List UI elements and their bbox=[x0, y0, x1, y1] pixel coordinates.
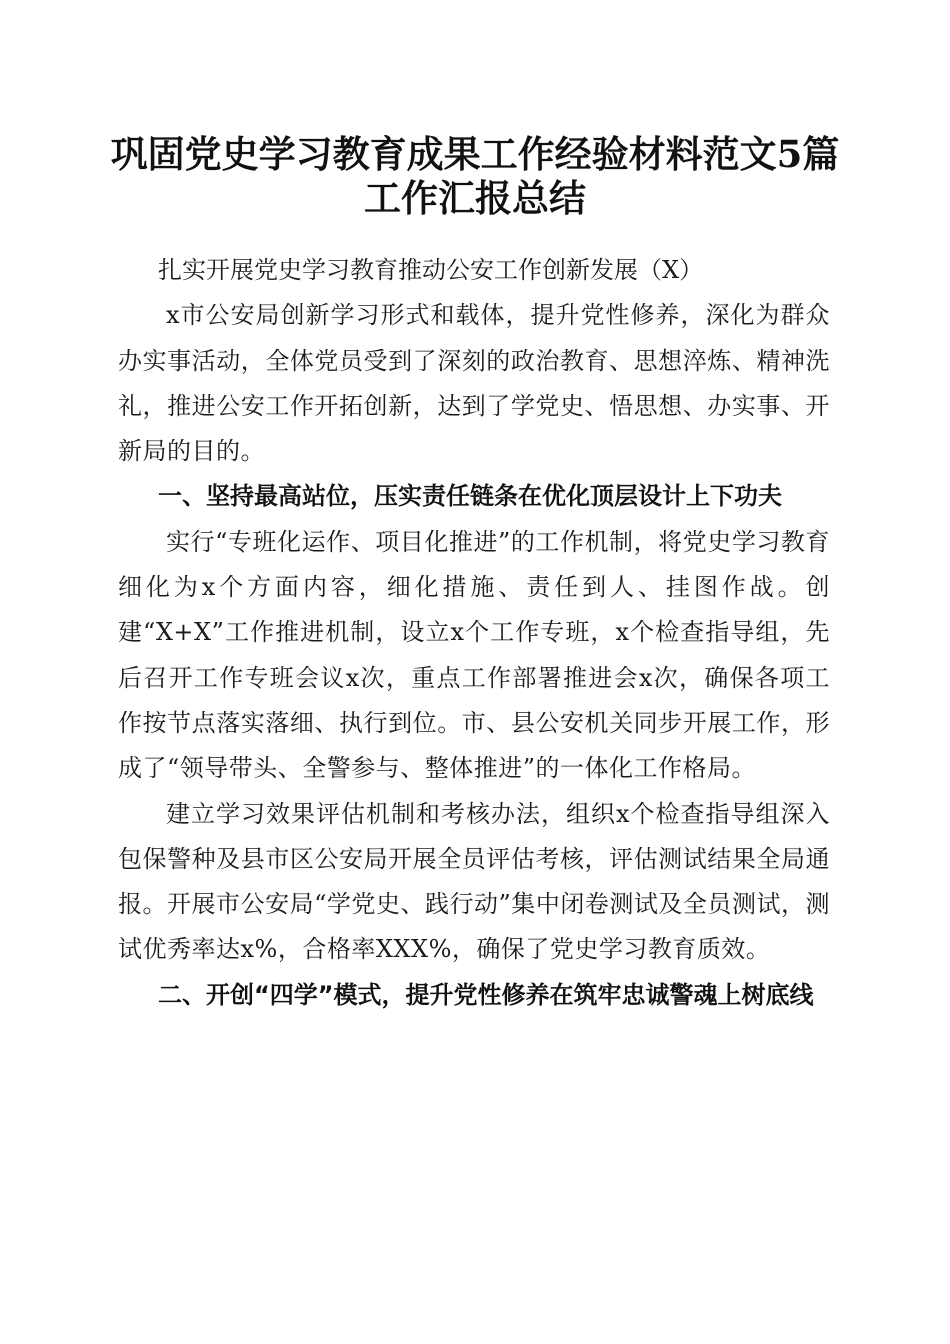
document-body bbox=[118, 248, 830, 1018]
section-1-heading: 一、坚持最高站位，压实责任链条在优化顶层设计上下功夫 bbox=[158, 482, 782, 511]
title-line-2: 工作汇报总结 bbox=[364, 176, 586, 220]
section-2-heading: 二、开创“四学”模式，提升党性修养在筑牢忠诚警魂上树底线 bbox=[158, 980, 814, 1009]
article-subtitle: 扎实开展党史学习教育推动公安工作创新发展（X） bbox=[158, 256, 704, 284]
section-1-paragraph-1: 实行“专班化运作、项目化推进”的工作机制，将党史学习教育细化为x个方面内容，细化措施、责任到人、挂图作战。创建“X+X”工作推进机制，设立x个工作专班，x个检查指导组，先后召开工作专班会议x次，重点工作部署推进会x次，确保各项工作按节点落实落细、执行到位。市、县公安机关同步开展工作，形成了“领导带头、全警参与、整体推进”的一体化工作格局。 bbox=[118, 527, 830, 783]
document-title bbox=[100, 132, 850, 220]
section-1-paragraph-2: 建立学习效果评估机制和考核办法，组织x个检查指导组深入包保警种及县市区公安局开展全员评估考核，评估测试结果全局通报。开展市公安局“学党史、践行动”集中闭卷测试及全员测试，测试优秀率达x%，合格率XXX%，确保了党史学习教育质效。 bbox=[118, 799, 830, 964]
title-line-1: 巩固党史学习教育成果工作经验材料范文5篇 bbox=[110, 132, 840, 176]
intro-paragraph: x市公安局创新学习形式和载体，提升党性修养，深化为群众办实事活动，全体党员受到了深刻的政治教育、思想淬炼、精神洗礼，推进公安工作开拓创新，达到了学党史、悟思想、办实事、开新局的目的。 bbox=[118, 301, 830, 466]
